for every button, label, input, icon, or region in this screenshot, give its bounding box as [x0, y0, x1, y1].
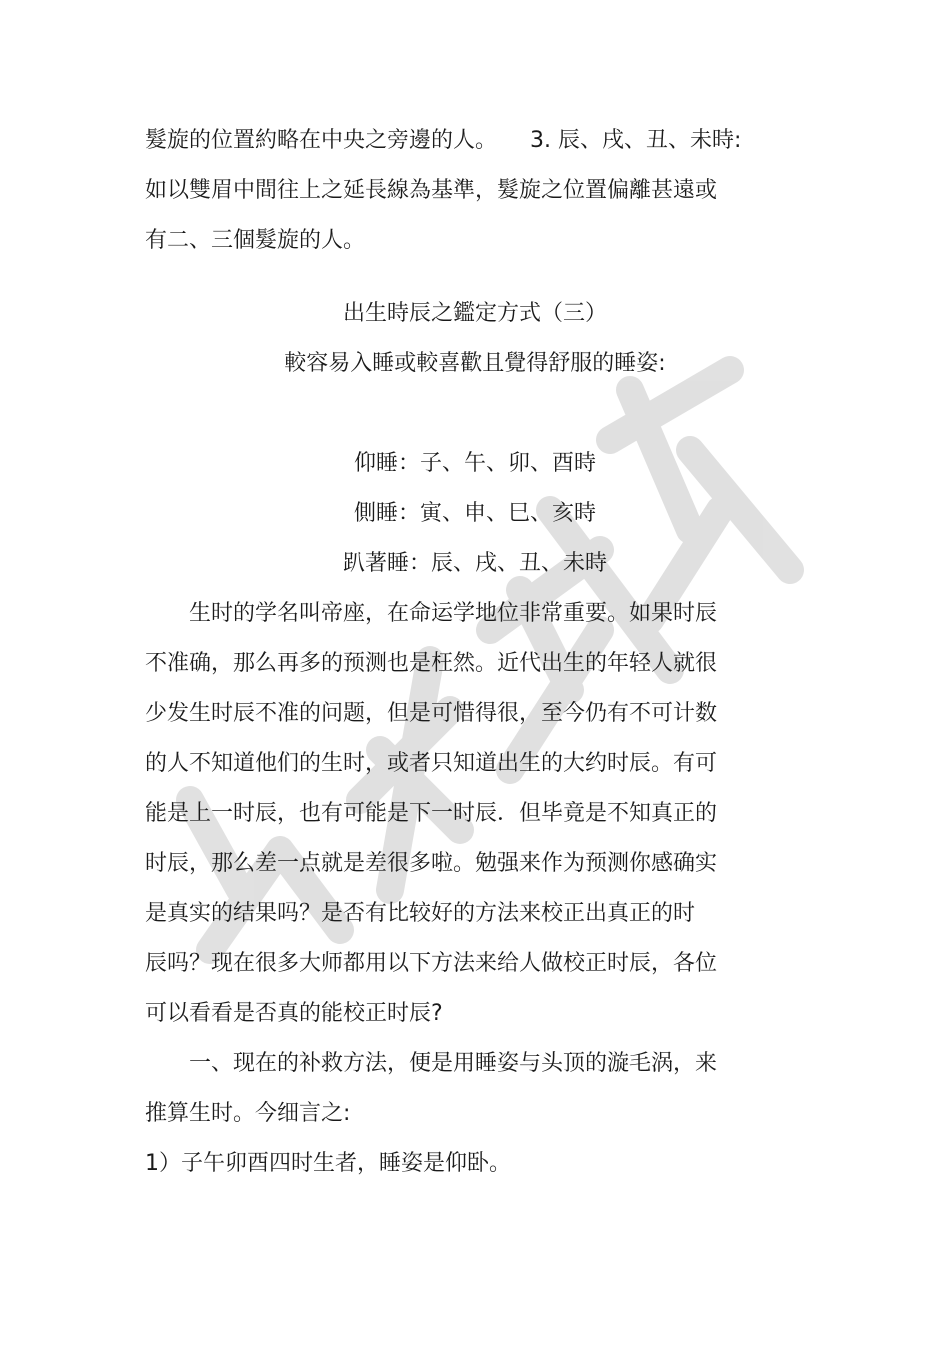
- paragraph-2-line-4: 的人不知道他们的生时，或者只知道出生的大约时辰。有可: [145, 751, 718, 776]
- paragraph-2-line-7: 是真实的结果吗？是否有比较好的方法来校正出真正的时: [145, 901, 696, 926]
- posture-supine: 仰睡：子、午、卯、酉時: [353, 451, 596, 476]
- section-subtitle: 較容易入睡或較喜歡且覺得舒服的睡姿:: [284, 351, 666, 376]
- paragraph-1-line-2: 如以雙眉中間往上之延長線為基準，髮旋之位置偏離甚遠或: [145, 178, 718, 203]
- posture-prone: 趴著睡：辰、戌、丑、未時: [342, 551, 607, 576]
- list-item-1: 1）子午卯酉四时生者，睡姿是仰卧。: [145, 1151, 511, 1176]
- paragraph-2-line-9: 可以看看是否真的能校正时辰?: [145, 1001, 443, 1026]
- paragraph-3-line-1: 一、现在的补救方法，便是用睡姿与头顶的漩毛涡，来: [145, 1051, 718, 1076]
- posture-side: 側睡：寅、申、巳、亥時: [353, 501, 596, 526]
- section-title: 出生時辰之鑑定方式（三）: [342, 301, 607, 326]
- paragraph-2-line-1: 生时的学名叫帝座，在命运学地位非常重要。如果时辰: [145, 601, 718, 626]
- paragraph-2-line-3: 少发生时辰不准的问题，但是可惜得很，至今仍有不可计数: [145, 701, 718, 726]
- paragraph-2-line-8: 辰吗？现在很多大师都用以下方法来给人做校正时辰，各位: [145, 951, 718, 976]
- paragraph-2-line-2: 不准确，那么再多的预测也是枉然。近代出生的年轻人就很: [145, 651, 718, 676]
- paragraph-3-line-2: 推算生时。今细言之:: [145, 1101, 351, 1126]
- paragraph-1-line-1: 髮旋的位置約略在中央之旁邊的人。 3. 辰、戌、丑、未時:: [145, 128, 742, 153]
- paragraph-2-line-6: 时辰，那么差一点就是差很多啦。勉强来作为预测你感确实: [145, 851, 718, 876]
- paragraph-1-line-3: 有二、三個髮旋的人。: [145, 228, 366, 253]
- paragraph-2-line-5: 能是上一时辰，也有可能是下一时辰．但毕竟是不知真正的: [145, 801, 718, 826]
